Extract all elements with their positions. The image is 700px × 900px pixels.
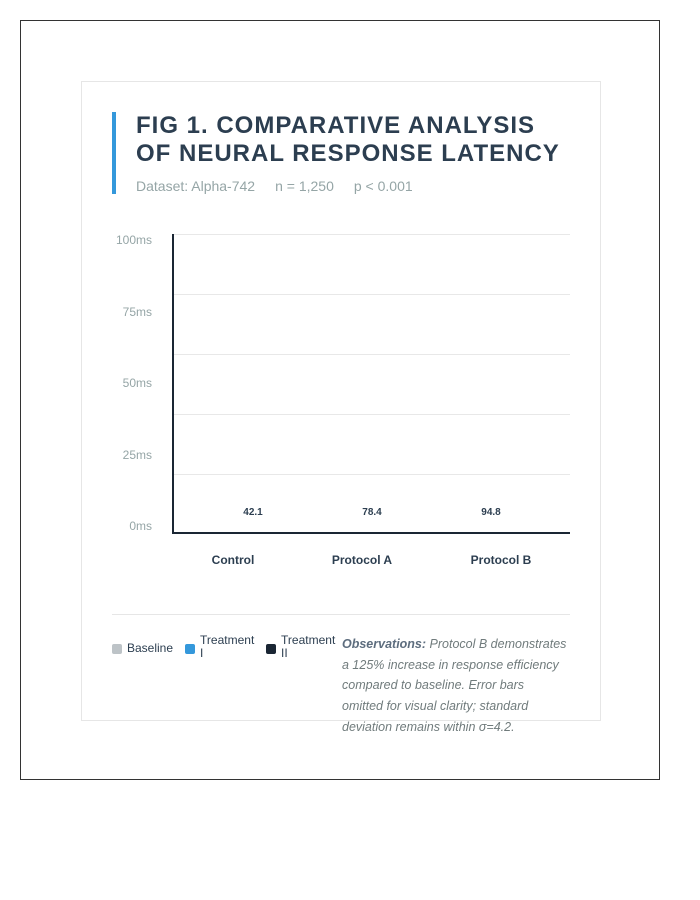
sample-size: n = 1,250 (275, 178, 334, 194)
legend-swatch-icon (185, 644, 195, 654)
gridline (173, 234, 570, 235)
observations-note (342, 634, 568, 738)
bar-value-label: 42.1 (243, 507, 263, 518)
y-tick-label: 50ms (122, 376, 152, 390)
gridline (173, 414, 570, 415)
gridline (173, 294, 570, 295)
y-tick-label: 0ms (129, 519, 152, 533)
bar-value-label: 94.8 (481, 507, 501, 518)
x-category-label: Protocol A (331, 553, 393, 567)
figure-title: FIG 1. COMPARATIVE ANALYSIS OF NEURAL RESPONSE LATENCY (136, 112, 560, 167)
x-category-label: Protocol B (470, 553, 532, 567)
bar-chart (100, 225, 580, 585)
x-category-label: Control (211, 553, 255, 567)
y-tick-label: 75ms (122, 305, 152, 319)
figure-header (112, 112, 572, 194)
figure-meta (136, 178, 572, 194)
legend-item-treatment-2 (266, 634, 335, 660)
chart-legend (112, 634, 347, 660)
observations-text: Protocol B demonstrates a 125% increase in response efficiency compared to baseline. Error bars omitted for visual clarity; standard deviation remains within σ=4.2. (342, 637, 567, 734)
legend-label: Baseline (127, 641, 174, 655)
legend-item-treatment-1 (185, 634, 254, 660)
dataset-label: Dataset: Alpha-742 (136, 178, 256, 194)
gridline (173, 474, 570, 475)
p-value: p < 0.001 (353, 178, 413, 194)
gridline (173, 354, 570, 355)
legend-label: Treatment II (281, 633, 336, 660)
x-axis (172, 532, 570, 534)
observations-label: Observations: (342, 637, 427, 651)
legend-label: Treatment I (200, 633, 255, 660)
y-tick-label: 100ms (115, 233, 152, 247)
legend-swatch-icon (112, 644, 122, 654)
divider (112, 614, 570, 615)
legend-swatch-icon (266, 644, 276, 654)
legend-item-baseline (112, 634, 173, 660)
bar-value-label: 78.4 (362, 507, 382, 518)
y-axis (172, 234, 174, 534)
y-tick-label: 25ms (122, 448, 152, 462)
